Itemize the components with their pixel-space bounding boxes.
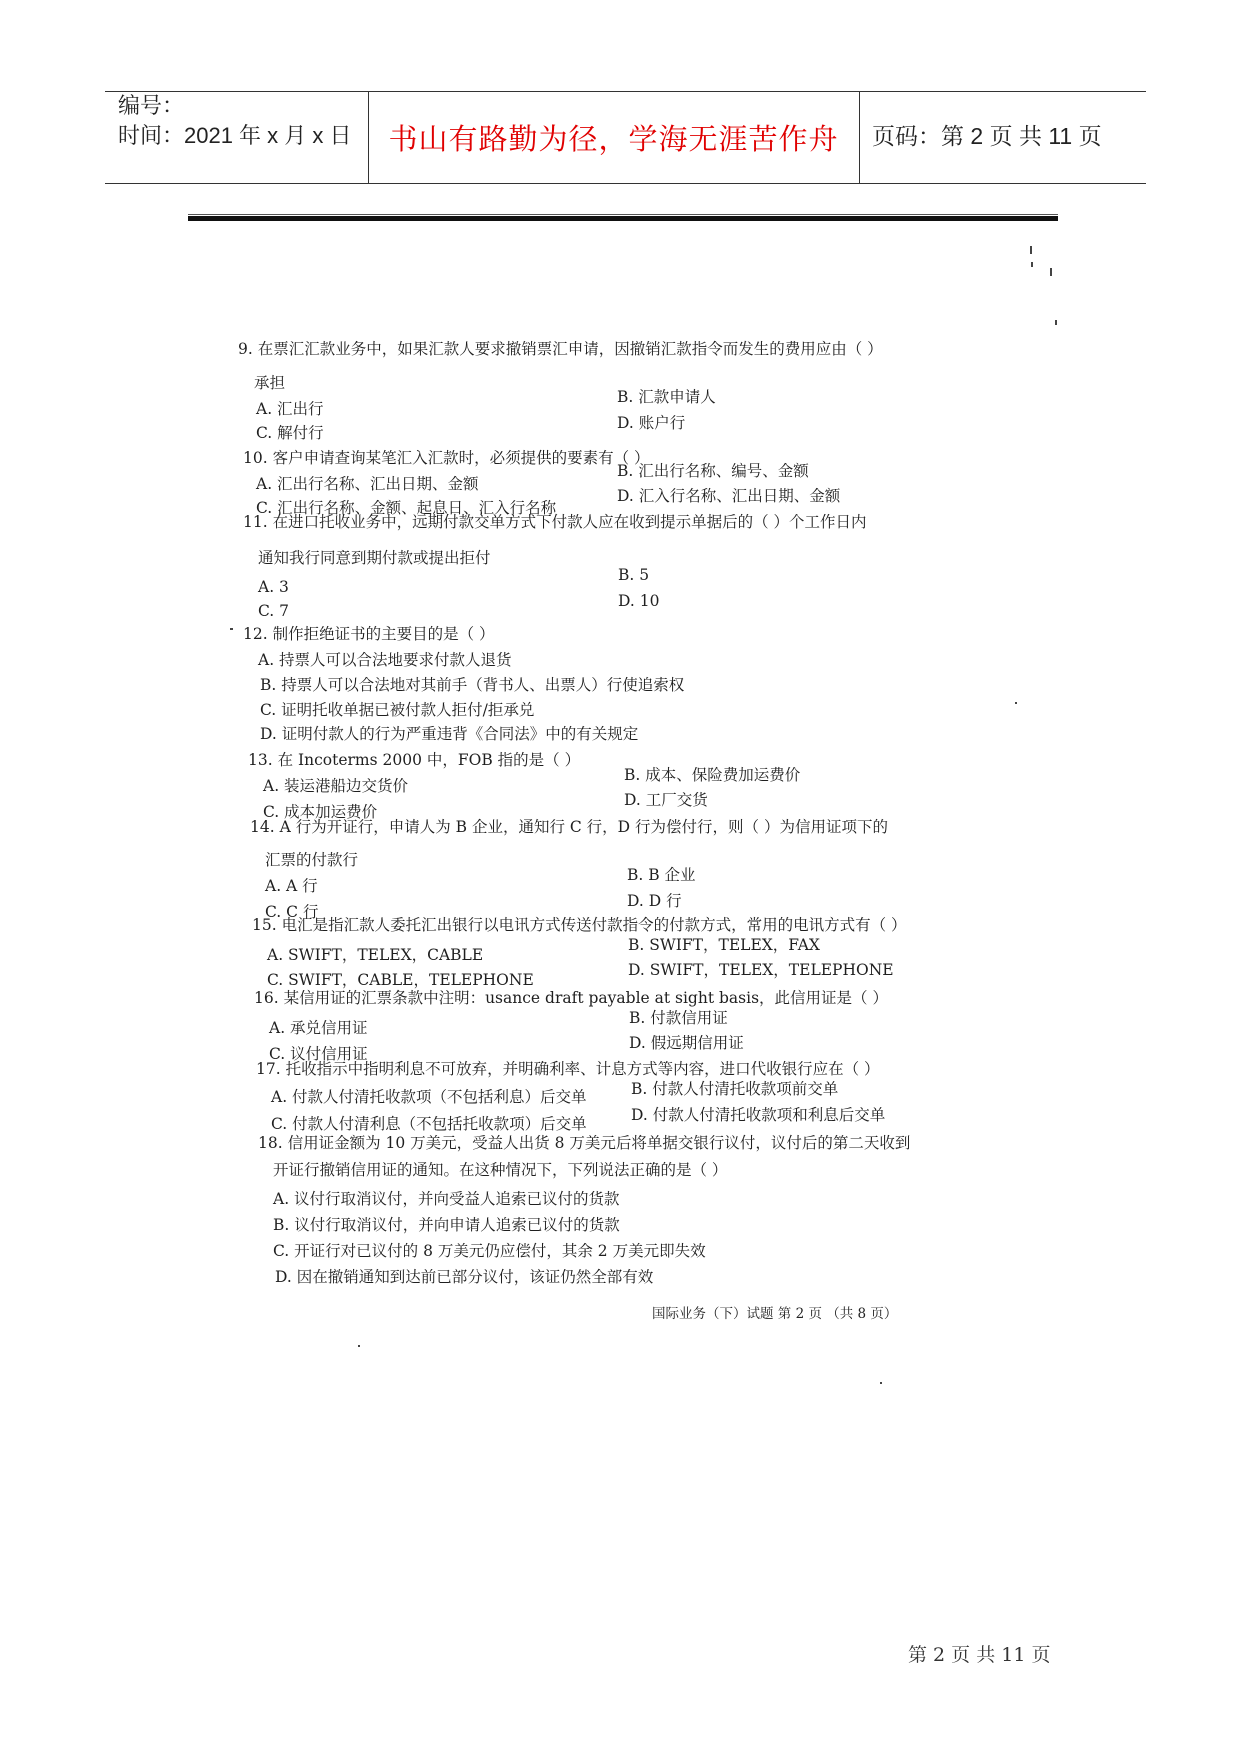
header-page-label: 页码：第 2 页 共 11 页 xyxy=(872,123,1102,149)
number-label: 编号： xyxy=(118,93,185,118)
scan-page-footer: 国际业务（下）试题 第 2 页 （共 8 页） xyxy=(652,1306,898,1322)
option-c: C. 付款人付清利息（不包括托收款项）后交单 xyxy=(271,1115,587,1133)
option-b: B. B 企业 xyxy=(627,866,696,884)
option-b: B. 议付行取消议付，并向申请人追索已议付的货款 xyxy=(273,1216,620,1234)
option-a: A. A 行 xyxy=(265,877,318,895)
question-stem: 13. 在 Incoterms 2000 中，FOB 指的是（ ） xyxy=(248,751,581,769)
option-a: A. 持票人可以合法地要求付款人退货 xyxy=(258,651,512,669)
option-d: D. 汇入行名称、汇出日期、金额 xyxy=(617,487,841,505)
scan-speck xyxy=(1030,246,1032,254)
option-d: D. 付款人付清托收款项和利息后交单 xyxy=(631,1106,886,1124)
question-stem-cont: 开证行撤销信用证的通知。在这种情况下，下列说法正确的是（ ） xyxy=(273,1161,728,1179)
scan-speck xyxy=(358,1345,360,1347)
option-a: A. 汇出行 xyxy=(256,400,324,418)
question-stem: 17. 托收指示中指明利息不可放弃，并明确利率、计息方式等内容，进口代收银行应在（ ） xyxy=(256,1060,880,1078)
option-c: C. 7 xyxy=(258,602,290,620)
option-c: C. 解付行 xyxy=(256,424,324,442)
scan-top-bar xyxy=(188,216,1058,221)
scan-speck xyxy=(1031,262,1033,267)
question-stem: 15. 电汇是指汇款人委托汇出银行以电讯方式传送付款指令的付款方式，常用的电讯方式有（ ） xyxy=(252,916,907,934)
option-a: A. SWIFT，TELEX，CABLE xyxy=(267,946,484,964)
option-c: C. SWIFT，CABLE，TELEPHONE xyxy=(267,971,534,989)
header-motto: 书山有路勤为径，学海无涯苦作舟 xyxy=(388,121,839,156)
header-divider-right xyxy=(859,91,860,183)
header-meta xyxy=(118,91,352,151)
option-a: A. 装运港船边交货价 xyxy=(263,777,409,795)
question-stem: 9. 在票汇汇款业务中，如果汇款人要求撤销票汇申请，因撤销汇款指令而发生的费用应由（ ） xyxy=(238,340,883,358)
question-stem: 18. 信用证金额为 10 万美元，受益人出货 8 万美元后将单据交银行议付，议付后的第二天收到 xyxy=(258,1134,911,1152)
question-stem: 14. A 行为开证行，申请人为 B 企业，通知行 C 行，D 行为偿付行，则（ ）为信用证项下的 xyxy=(250,818,888,836)
option-c: C. 成本加运费价 xyxy=(263,803,378,821)
option-b: B. 持票人可以合法地对其前手（背书人、出票人）行使追索权 xyxy=(260,676,685,694)
question-stem-cont: 通知我行同意到期付款或提出拒付 xyxy=(258,549,491,567)
option-d: D. 因在撤销通知到达前已部分议付，该证仍然全部有效 xyxy=(275,1268,654,1286)
option-d: D. 假远期信用证 xyxy=(629,1034,744,1052)
question-stem: 10. 客户申请查询某笔汇入汇款时，必须提供的要素有（ ） xyxy=(243,449,650,467)
option-d: D. D 行 xyxy=(627,892,682,910)
question-stem: 11. 在进口托收业务中，远期付款交单方式下付款人应在收到提示单据后的（ ）个工作日内 xyxy=(243,513,867,531)
option-d: D. 证明付款人的行为严重违背《合同法》中的有关规定 xyxy=(260,725,639,743)
question-stem: 16. 某信用证的汇票条款中注明：usance draft payable at sight basis，此信用证是（ ） xyxy=(254,989,888,1007)
option-b: B. 付款人付清托收款项前交单 xyxy=(631,1080,839,1098)
option-c: C. 议付信用证 xyxy=(269,1045,368,1063)
option-a: A. 汇出行名称、汇出日期、金额 xyxy=(256,475,479,493)
scan-speck xyxy=(230,628,233,630)
page-footer: 第 2 页 共 11 页 xyxy=(908,1644,1051,1666)
scan-speck xyxy=(1055,320,1057,325)
option-d: D. SWIFT，TELEX，TELEPHONE xyxy=(628,961,894,979)
option-a: A. 议付行取消议付，并向受益人追索已议付的货款 xyxy=(273,1190,620,1208)
question-stem-cont: 承担 xyxy=(254,374,286,392)
scan-speck xyxy=(1050,268,1052,276)
question-stem: 12. 制作拒绝证书的主要目的是（ ） xyxy=(243,625,495,643)
question-stem-cont: 汇票的付款行 xyxy=(265,851,359,869)
scan-speck xyxy=(880,1382,882,1384)
option-c: C. 汇出行名称、金额、起息日、汇入行名称 xyxy=(256,499,557,517)
option-a: A. 付款人付清托收款项（不包括利息）后交单 xyxy=(271,1088,587,1106)
option-b: B. 付款信用证 xyxy=(629,1009,728,1027)
option-b: B. SWIFT，TELEX，FAX xyxy=(628,936,820,954)
scan-speck xyxy=(1015,702,1017,704)
option-d: D. 账户行 xyxy=(617,414,686,432)
option-c: C. 开证行对已议付的 8 万美元仍应偿付，其余 2 万美元即失效 xyxy=(273,1242,706,1260)
header-bottom-rule xyxy=(105,183,1146,184)
option-c: C. 证明托收单据已被付款人拒付/拒承兑 xyxy=(260,701,535,719)
option-b: B. 5 xyxy=(618,566,650,584)
option-a: A. 3 xyxy=(258,578,289,596)
option-d: D. 工厂交货 xyxy=(624,791,708,809)
scan-top-edge xyxy=(188,214,1058,215)
option-c: C. C 行 xyxy=(265,903,319,921)
option-b: B. 汇出行名称、编号、金额 xyxy=(617,462,809,480)
option-b: B. 汇款申请人 xyxy=(617,388,716,406)
option-a: A. 承兑信用证 xyxy=(269,1019,368,1037)
option-d: D. 10 xyxy=(618,592,660,610)
time-label: 时间：2021 年 x 月 x 日 xyxy=(118,123,352,148)
option-b: B. 成本、保险费加运费价 xyxy=(624,766,801,784)
